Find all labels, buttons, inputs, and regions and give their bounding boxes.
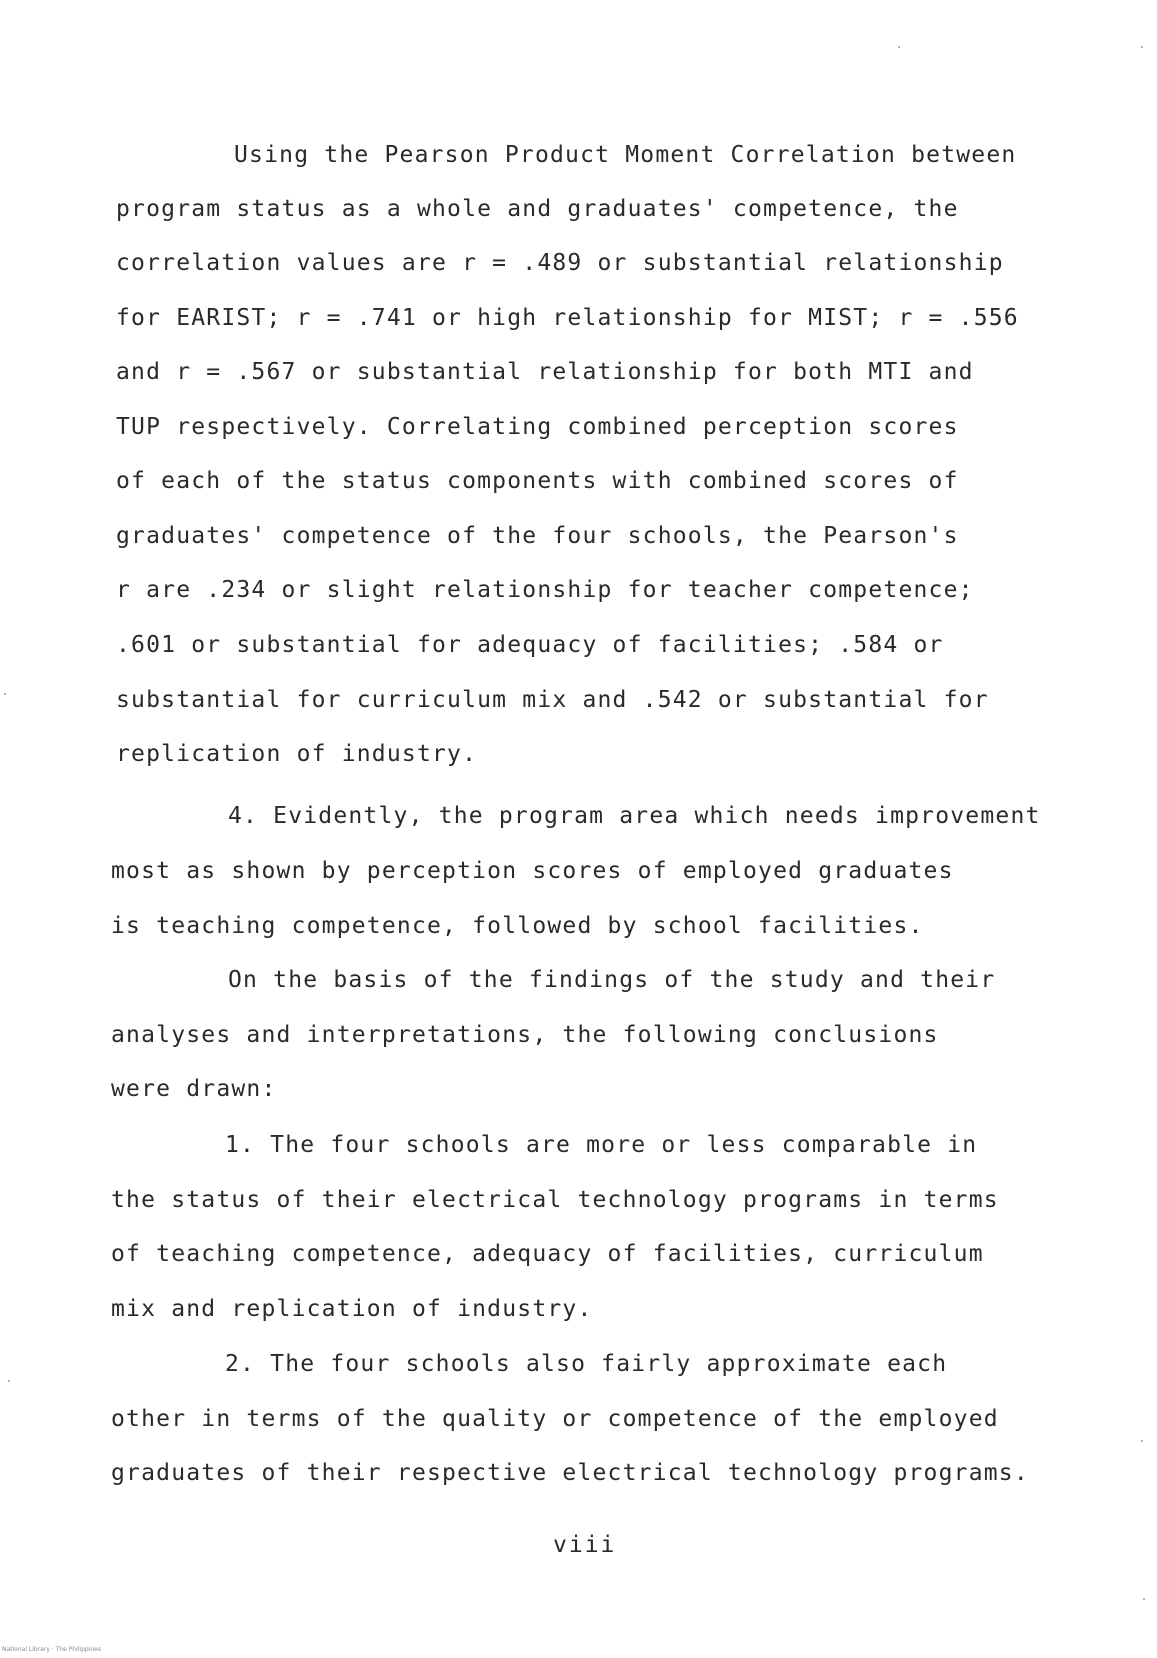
text-line: 4. Evidently, the program area which needs improvement [228, 803, 1041, 829]
scan-speck [4, 693, 6, 695]
text-line: the status of their electrical technology programs in terms [111, 1187, 999, 1213]
text-line: .601 or substantial for adequacy of facilities; .584 or [116, 632, 944, 658]
text-line: TUP respectively. Correlating combined perception scores [116, 414, 959, 440]
text-line: is teaching competence, followed by school facilities. [111, 913, 924, 939]
text-line: program status as a whole and graduates' competence, the [116, 196, 959, 222]
scan-speck [8, 1380, 10, 1382]
text-line: mix and replication of industry. [111, 1296, 593, 1322]
text-line: correlation values are r = .489 or substantial relationship [116, 250, 1004, 276]
text-line: Using the Pearson Product Moment Correlation between [234, 142, 1017, 168]
text-line: graduates' competence of the four schools, the Pearson's [116, 523, 959, 549]
text-line: of teaching competence, adequacy of facilities, curriculum [111, 1241, 984, 1267]
page-number: viii [553, 1532, 617, 1558]
scan-speck [898, 46, 900, 48]
text-line: for EARIST; r = .741 or high relationship for MIST; r = .556 [116, 305, 1019, 331]
text-line: graduates of their respective electrical technology programs. [111, 1460, 1029, 1486]
text-line: analyses and interpretations, the following conclusions [111, 1022, 939, 1048]
text-line: most as shown by perception scores of employed graduates [111, 858, 954, 884]
scan-speck [1143, 1598, 1145, 1600]
text-line: of each of the status components with combined scores of [116, 468, 959, 494]
text-line: 1. The four schools are more or less comparable in [225, 1132, 978, 1158]
text-line: and r = .567 or substantial relationship for both MTI and [116, 359, 974, 385]
text-line: other in terms of the quality or competence of the employed [111, 1406, 999, 1432]
text-line: 2. The four schools also fairly approximate each [225, 1351, 948, 1377]
text-line: replication of industry. [116, 741, 478, 767]
footer-stamp: National Library · The Philippines [2, 1646, 102, 1653]
text-line: On the basis of the findings of the study and their [228, 967, 996, 993]
text-line: substantial for curriculum mix and .542 or substantial for [116, 687, 989, 713]
scan-speck [1141, 1440, 1143, 1442]
text-line: r are .234 or slight relationship for teacher competence; [116, 577, 974, 603]
scan-speck [1141, 46, 1143, 48]
text-line: were drawn: [111, 1076, 277, 1102]
